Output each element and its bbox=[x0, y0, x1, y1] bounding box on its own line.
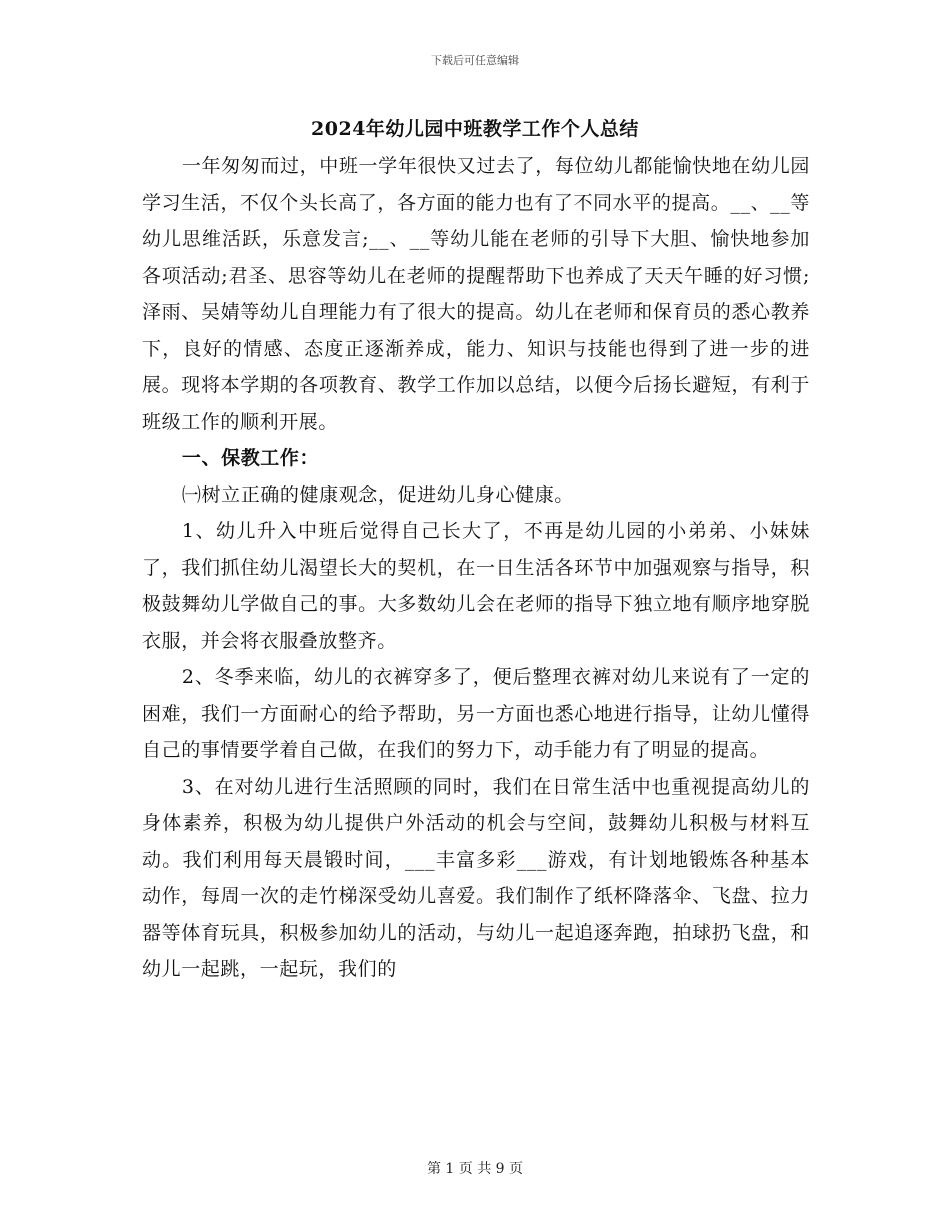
page-number: 第 1 页 共 9 页 bbox=[426, 1161, 524, 1177]
intro-paragraph: 一年匆匆而过，中班一学年很快又过去了，每位幼儿都能愉快地在幼儿园学习生活，不仅个头长高了，各方面的能力也有了不同水平的提高。__、__等幼儿思维活跃，乐意发言;__、__等幼儿能在老师的引导下大胆、愉快地参加各项活动;君圣、思容等幼儿在老师的提醒帮助下也养成了天天午睡的好习惯;泽雨、吴婧等幼儿自理能力有了很大的提高。幼儿在老师和保育员的悉心教养下，良好的情感、态度正逐渐养成，能力、知识与技能也得到了进一步的进展。现将本学期的各项教育、教学工作加以总结，以便今后扬长避短，有利于班级工作的顺利开展。 bbox=[142, 155, 810, 433]
section-heading: 一、保教工作： bbox=[181, 447, 320, 469]
subsection-heading: ㈠树立正确的健康观念，促进幼儿身心健康。 bbox=[181, 483, 574, 506]
paragraph-item-1: 1、幼儿升入中班后觉得自己长大了，不再是幼儿园的小弟弟、小妹妹了，我们抓住幼儿渴望长大的契机，在一日生活各环节中加强观察与指导，积极鼓舞幼儿学做自己的事。大多数幼儿会在老师的指导下独立地有顺序地穿脱衣服，并会将衣服叠放整齐。 bbox=[142, 520, 810, 652]
document-body bbox=[142, 148, 810, 988]
header-note: 下载后可任意编辑 bbox=[431, 54, 519, 67]
paragraph-item-2: 2、冬季来临，幼儿的衣裤穿多了，便后整理衣裤对幼儿来说有了一定的困难，我们一方面耐心的给予帮助，另一方面也悉心地进行指导，让幼儿懂得自己的事情要学着自己做，在我们的努力下，动手能力有了明显的提高。 bbox=[142, 666, 810, 761]
document-title: 2024年幼儿园中班教学工作个人总结 bbox=[311, 118, 639, 140]
paragraph-item-3: 3、在对幼儿进行生活照顾的同时，我们在日常生活中也重视提高幼儿的身体素养，积极为幼儿提供户外活动的机会与空间，鼓舞幼儿积极与材料互动。我们利用每天晨锻时间，___丰富多彩___游戏，有计划地锻炼各种基本动作，每周一次的走竹梯深受幼儿喜爱。我们制作了纸杯降落伞、飞盘、拉力器等体育玩具，积极参加幼儿的活动，与幼儿一起追逐奔跑，拍球扔飞盘，和幼儿一起跳，一起玩，我们的 bbox=[142, 775, 810, 980]
